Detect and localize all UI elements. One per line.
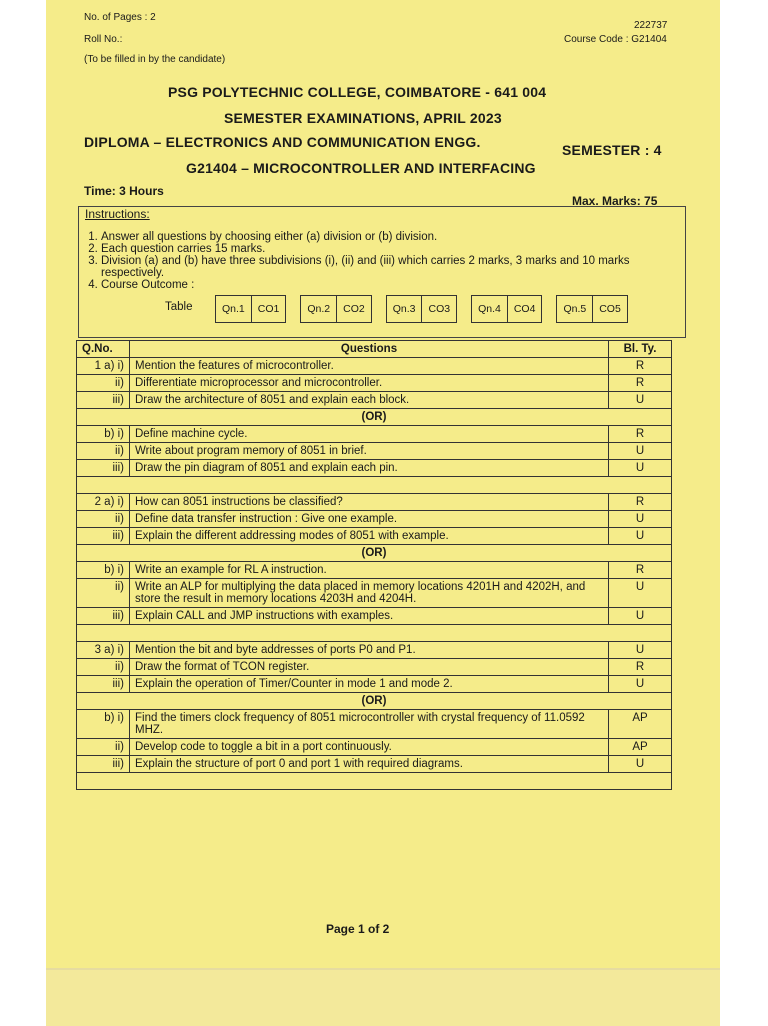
question-number: iii) [77,676,130,693]
co-pair [300,295,371,323]
question-number: ii) [77,443,130,460]
spacer-row [77,773,672,790]
table-header-row [77,341,672,358]
pages-count: No. of Pages : 2 [84,12,156,23]
question-number: iii) [77,392,130,409]
bloom-type: R [609,562,672,579]
college-name: PSG POLYTECHNIC COLLEGE, COIMBATORE - 641 004 [168,84,547,100]
question-text: Draw the format of TCON register. [130,659,609,676]
question-text: Mention the bit and byte addresses of ports P0 and P1. [130,642,609,659]
bloom-type: U [609,528,672,545]
question-number: 2 a) i) [77,494,130,511]
question-text: Explain the structure of port 0 and port 1 with required diagrams. [130,756,609,773]
or-label: (OR) [77,545,672,562]
spacer-row [77,477,672,494]
question-row [77,642,672,659]
question-text: Define data transfer instruction : Give one example. [130,511,609,528]
question-text: Draw the architecture of 8051 and explain each block. [130,392,609,409]
question-number: b) i) [77,562,130,579]
question-text: Find the timers clock frequency of 8051 microcontroller with crystal frequency of 11.0592 MHZ. [130,710,609,739]
co-question: Qn.1 [222,303,245,315]
question-text: How can 8051 instructions be classified? [130,494,609,511]
question-row [77,579,672,608]
co-code: CO3 [421,296,456,322]
co-question: Qn.5 [563,303,587,315]
bloom-type: U [609,642,672,659]
question-row [77,494,672,511]
question-number: ii) [77,375,130,392]
bloom-type: AP [609,710,672,739]
co-code: CO5 [592,296,627,322]
question-text: Write an example for RL A instruction. [130,562,609,579]
question-text: Develop code to toggle a bit in a port continuously. [130,739,609,756]
bloom-type: U [609,608,672,625]
bloom-type: U [609,460,672,477]
instructions-box [78,206,686,338]
co-question: Qn.4 [478,303,501,315]
question-number: iii) [77,528,130,545]
semester-label: SEMESTER : 4 [562,142,662,158]
table-label: Table [165,301,193,313]
co-pair [386,295,457,323]
bloom-type: U [609,511,672,528]
instruction-item: 3. Division (a) and (b) have three subdivisions (i), (ii) and (iii) which carries 2 marks, 3 marks and 10 marks respectively. [101,255,691,279]
bloom-type: R [609,375,672,392]
subject-title: G21404 – MICROCONTROLLER AND INTERFACING [186,160,536,176]
question-text: Explain the different addressing modes of 8051 with example. [130,528,609,545]
question-text: Explain CALL and JMP instructions with examples. [130,608,609,625]
question-row [77,426,672,443]
bloom-type: U [609,579,672,608]
qno-header: Q.No. [77,341,130,358]
question-text: Draw the pin diagram of 8051 and explain each pin. [130,460,609,477]
bloom-type: U [609,392,672,409]
question-text: Write about program memory of 8051 in brief. [130,443,609,460]
instruction-item: 2. Each question carries 15 marks. [101,243,691,255]
question-row [77,392,672,409]
question-text: Mention the features of microcontroller. [130,358,609,375]
co-code: CO2 [336,296,371,322]
question-text: Write an ALP for multiplying the data placed in memory locations 4201H and 4202H, and store the result in memory locations 4203H and 4204H. [130,579,609,608]
question-row [77,710,672,739]
question-row [77,608,672,625]
question-row [77,443,672,460]
question-row [77,756,672,773]
or-label: (OR) [77,409,672,426]
course-outcome-table [215,295,628,323]
question-row [77,676,672,693]
question-row [77,511,672,528]
bloom-type: R [609,358,672,375]
course-code: Course Code : G21404 [564,34,667,45]
or-row [77,693,672,710]
co-question: Qn.2 [307,303,331,315]
instruction-item: 4. Course Outcome : [101,279,691,291]
exam-title: SEMESTER EXAMINATIONS, APRIL 2023 [224,110,502,126]
question-number: ii) [77,511,130,528]
question-row [77,562,672,579]
spacer-row [77,625,672,642]
co-pair [215,295,286,323]
question-number: b) i) [77,710,130,739]
co-question: Qn.3 [392,303,416,315]
bloom-type: R [609,426,672,443]
co-pair [556,295,627,323]
question-row [77,528,672,545]
question-text: Define machine cycle. [130,426,609,443]
or-row [77,545,672,562]
question-number: 1 a) i) [77,358,130,375]
bloom-type: R [609,494,672,511]
instructions-title: Instructions: [85,207,150,221]
diploma-title: DIPLOMA – ELECTRONICS AND COMMUNICATION ENGG. [84,134,481,150]
question-row [77,460,672,477]
roll-no-label: Roll No.: [84,34,123,45]
question-number: b) i) [77,426,130,443]
question-number: ii) [77,579,130,608]
bloom-type: AP [609,739,672,756]
question-row [77,659,672,676]
serial-number: 222737 [634,20,668,31]
co-code: CO4 [507,296,542,322]
or-row [77,409,672,426]
bloom-type: U [609,443,672,460]
question-row [77,358,672,375]
time-label: Time: 3 Hours [84,184,164,198]
questions-table [76,340,672,790]
page-number: Page 1 of 2 [326,922,390,936]
question-number: iii) [77,756,130,773]
question-number: iii) [77,460,130,477]
co-code: CO1 [251,296,286,322]
question-number: ii) [77,739,130,756]
filled-note: (To be filled in by the candidate) [84,54,226,65]
question-text: Explain the operation of Timer/Counter in mode 1 and mode 2. [130,676,609,693]
question-row [77,375,672,392]
question-text: Differentiate microprocessor and microcontroller. [130,375,609,392]
bloom-type: U [609,676,672,693]
bloom-type: U [609,756,672,773]
or-label: (OR) [77,693,672,710]
questions-header: Questions [130,341,609,358]
instruction-item: 1. Answer all questions by choosing either (a) division or (b) division. [101,231,691,243]
bloom-type: R [609,659,672,676]
instructions-list [85,231,691,291]
question-row [77,739,672,756]
question-number: 3 a) i) [77,642,130,659]
bt-header: Bl. Ty. [609,341,672,358]
co-pair [471,295,542,323]
question-number: iii) [77,608,130,625]
question-number: ii) [77,659,130,676]
max-marks: Max. Marks: 75 [572,194,658,208]
